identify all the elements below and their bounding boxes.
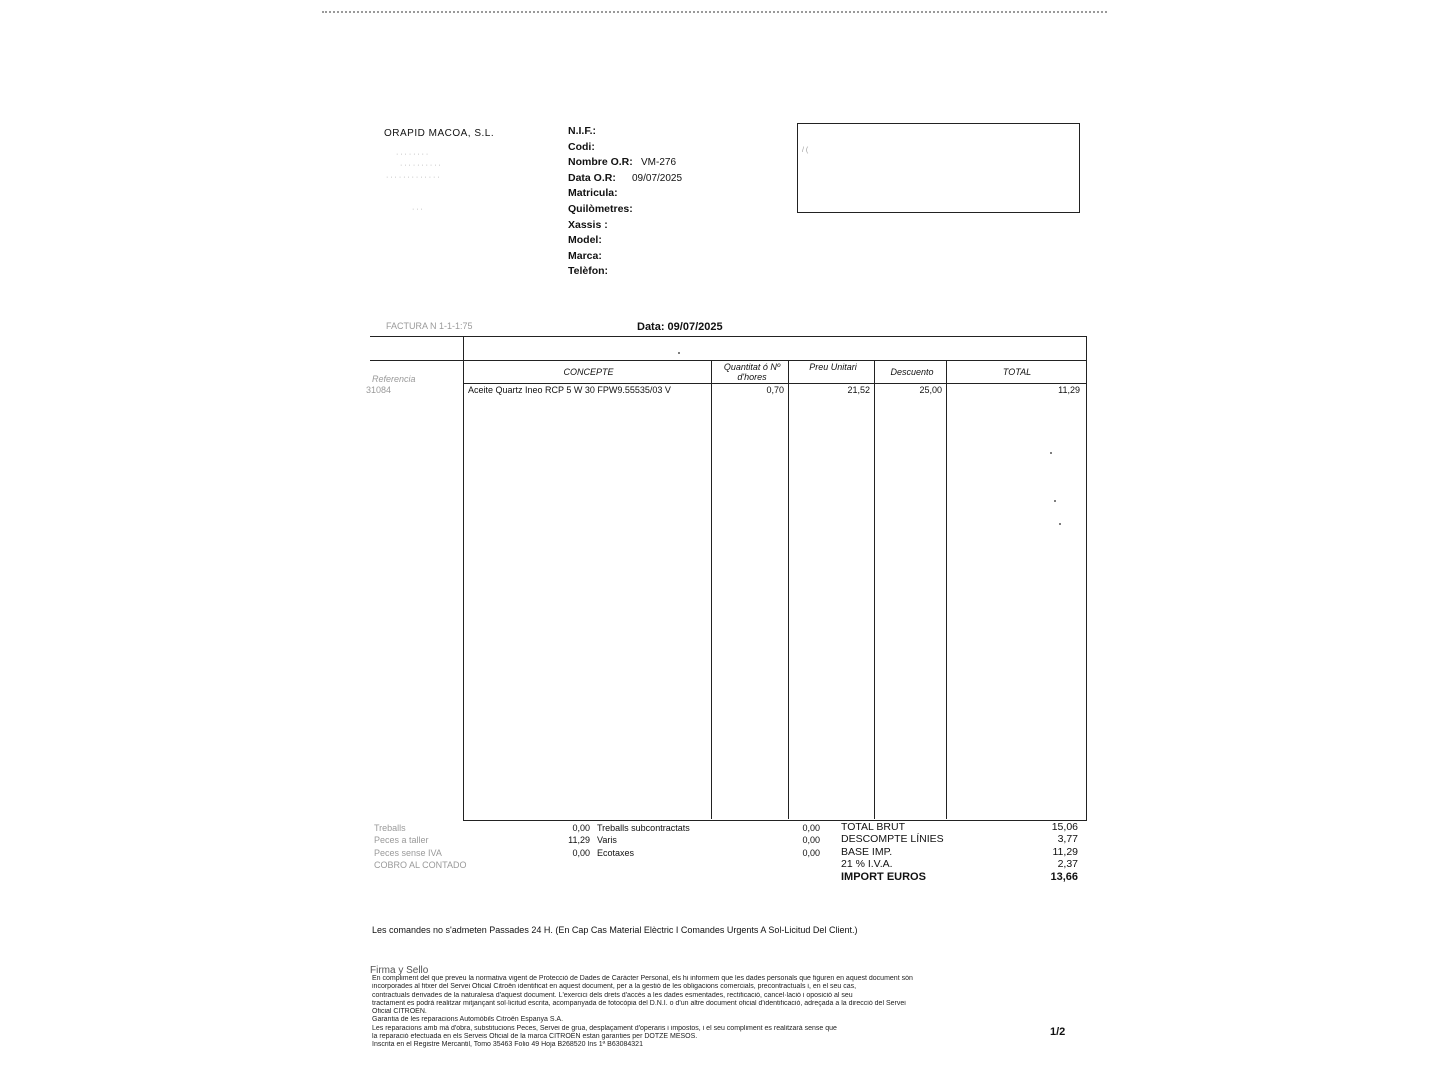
footer-breakdown-value: 11,29 <box>568 835 590 846</box>
totals-value: 11,29 <box>1052 845 1078 858</box>
field-value: 09/07/2025 <box>632 172 683 184</box>
col-head-concepte: CONCEPTE <box>563 367 614 377</box>
legal-text <box>372 975 962 1050</box>
signature-label: Firma y Sello <box>370 965 429 976</box>
field-label: N.I.F.: <box>568 125 596 137</box>
field-label: Nombre O.R: <box>568 156 633 169</box>
field-label: Quilòmetres: <box>568 203 633 215</box>
legal-line: la reparació efectuada en els Serveis Oficial de la marca CITROËN estan garanties per DOTZE MESOS. <box>372 1033 698 1041</box>
totals-label: DESCOMPTE LÍNIES <box>841 833 944 846</box>
field-label: Data O.R: <box>568 171 616 184</box>
col-divider-3 <box>874 360 875 819</box>
col-divider-1 <box>711 360 712 819</box>
totals-label: BASE IMP. <box>841 845 893 858</box>
col-head-preu: Preu Unitari <box>809 362 857 372</box>
totals-label: 21 % I.V.A. <box>841 858 893 871</box>
invoice-number: FACTURA N 1-1-1:75 <box>386 321 473 331</box>
legal-line: Garantia de les reparacions Automòbils Citroën Espanya S.A. <box>372 1016 564 1024</box>
field-label: Telèfon: <box>568 265 609 278</box>
footer-breakdown-label: Peces sense IVA <box>374 847 442 858</box>
col-divider-4 <box>946 360 947 819</box>
scan-speck <box>1059 523 1061 525</box>
footer-breakdown-label: Treballs <box>374 823 406 833</box>
table-header-rule <box>370 360 1086 361</box>
address-box-mark: / ( <box>802 147 809 154</box>
col-head-referencia: Referencia <box>372 374 416 384</box>
totals-label: IMPORT EUROS <box>841 870 926 883</box>
legal-line: incorporades al fitxer del Servei Oficial Citroën identificat en aquest document, per a la gestió de les obligacions comercials, precontractuals i, en el seu cas, <box>372 983 857 991</box>
field-value: VM-276 <box>641 157 677 169</box>
field-label: Codi: <box>568 140 595 153</box>
field-label: Xassis : <box>568 218 608 231</box>
customer-address-box <box>797 123 1080 213</box>
row-descuento: 25,00 <box>919 385 942 395</box>
col-head-total: TOTAL <box>1002 367 1032 377</box>
company-name: ORAPID MACOA, S.L. <box>384 128 495 139</box>
footer-breakdown-value: 0,00 <box>572 823 590 833</box>
row-preu: 21,52 <box>847 385 870 395</box>
col-divider-2 <box>788 360 789 819</box>
row-quantitat: 0,70 <box>766 385 784 395</box>
totals-value: 3,77 <box>1057 833 1078 846</box>
legal-line: Les reparacions amb mà d'obra, substitucions Peces, Servei de grua, desplaçament d'operaris i impostos, i el seu compliment es realitzarà sense que <box>372 1024 837 1032</box>
field-label: Matricula: <box>568 187 618 200</box>
col-head-descuento: Descuento <box>890 367 934 377</box>
table-subheader-rule <box>463 383 1087 384</box>
row-total: 11,29 <box>1058 385 1080 395</box>
footer-breakdown-desc-value: 0,00 <box>802 823 820 833</box>
order-note: Les comandes no s'admeten Passades 24 H. (En Cap Cas Material Elèctric I Comandes Urgents A Sol-Licitud Del Client.) <box>372 925 858 935</box>
invoice-date: Data: 09/07/2025 <box>637 321 723 333</box>
legal-line: En compliment del que preveu la normativa vigent de Protecció de Dades de Caràcter Personal, els hi informem que les dades personals que figuren en aquest document són <box>372 975 913 982</box>
footer-breakdown-desc-value: 0,00 <box>802 847 820 858</box>
row-referencia: 31084 <box>366 385 392 395</box>
field-label: Marca: <box>568 249 602 262</box>
scan-speck <box>678 352 680 354</box>
footer-breakdown-label: Peces a taller <box>374 835 429 846</box>
field-label: Model: <box>568 234 602 247</box>
footer-breakdown-desc: Ecotaxes <box>597 847 635 858</box>
company-address-smudge-4: · · · <box>412 206 423 213</box>
footer-breakdown-desc-value: 0,00 <box>802 835 820 846</box>
row-concepte: Aceite Quartz Ineo RCP 5 W 30 FPW9.55535/03 V <box>468 385 671 395</box>
footer-breakdown-desc: Treballs subcontractats <box>597 823 690 833</box>
scan-speck <box>1050 452 1052 454</box>
legal-line: Oficial CITROËN. <box>372 1008 427 1016</box>
scan-speck <box>1054 500 1056 502</box>
totals-value: 2,37 <box>1057 858 1078 871</box>
legal-line: Inscrita en el Registre Mercantil, Tomo 35463 Folio 49 Hoja B268520 Ins 1ª B63084321 <box>372 1041 643 1049</box>
totals-label: TOTAL BRUT <box>841 821 905 833</box>
footer-breakdown-value: 0,00 <box>572 847 590 858</box>
col-head-quantitat: Quantitat ó Nº d'hores <box>723 362 781 382</box>
table-top-rule <box>370 336 1086 337</box>
company-address-smudge-3: · · · · · · · · · · · · · <box>386 174 440 181</box>
footer-breakdown-desc: Varis <box>597 835 617 846</box>
legal-line: tractament es podrà realitzar mitjançant sol·licitud escrita, acompanyada de fotocòpia del D.N.I. o d'un altre document oficial d'identificació, adreçada a la direcció del Servei <box>372 999 906 1007</box>
line-items-table <box>463 336 1087 821</box>
footer-breakdown-label: COBRO AL CONTADO <box>374 860 467 871</box>
company-address-smudge-1: · · · · · · · · <box>396 151 429 158</box>
totals-value: 13,66 <box>1050 870 1078 883</box>
legal-line: contractuals derivades de la naturalesa d'aquest document. L'exercici dels drets d'accés a les dades esmentades, rectificació, cancel·lació i oposició al seu <box>372 991 853 999</box>
company-address-smudge-2: · · · · · · · · · · <box>400 162 441 169</box>
page-indicator: 1/2 <box>1050 1026 1066 1038</box>
totals-value: 15,06 <box>1051 821 1078 833</box>
scan-top-edge <box>322 11 1107 13</box>
